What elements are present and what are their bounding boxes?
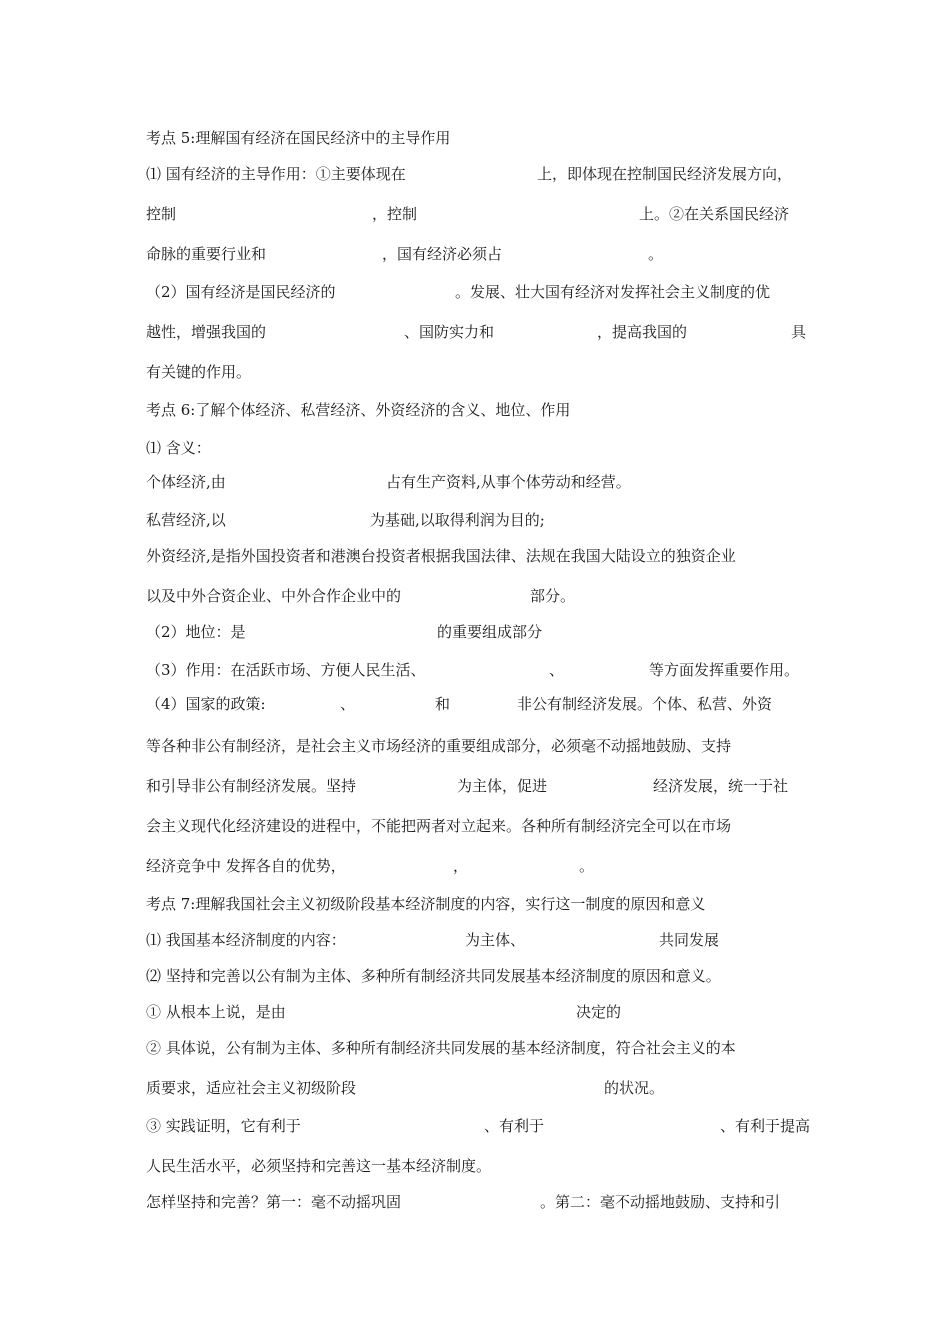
text-segment: 考点 5:理解国有经济在国民经济中的主导作用 — [146, 129, 451, 147]
text-segment: 共同发展 — [659, 931, 720, 949]
line-8 — [0, 436, 950, 460]
text-segment: 的状况。 — [604, 1079, 665, 1097]
line-19 — [0, 854, 950, 878]
line-9 — [0, 470, 950, 494]
line-17 — [0, 774, 950, 798]
text-segment: 、 — [340, 695, 356, 713]
text-segment: 个体经济,由 — [146, 473, 226, 491]
text-segment: 经济竞争中 发挥各自的优势， — [146, 857, 346, 875]
line-12 — [0, 584, 950, 608]
text-segment: 会主义现代化经济建设的进程中，不能把两者对立起来。各种所有制经济完全可以在市场 — [146, 817, 732, 835]
text-segment: 怎样坚持和完善？第一：毫不动摇巩固 — [146, 1193, 402, 1211]
text-segment: 为基础,以取得利润为目的; — [370, 511, 545, 529]
text-segment: 占有生产资料,从事个体劳动和经营。 — [386, 473, 631, 491]
text-segment: 命脉的重要行业和 — [146, 245, 267, 263]
text-segment: 考点 6:了解个体经济、私营经济、外资经济的含义、地位、作用 — [146, 401, 571, 419]
text-segment: （4）国家的政策: — [146, 695, 266, 713]
text-segment: 经济发展，统一于社 — [653, 777, 789, 795]
line-13 — [0, 620, 950, 644]
text-segment: 控制 — [146, 205, 177, 223]
line-2 — [0, 202, 950, 226]
text-segment: （2）地位：是 — [146, 623, 246, 641]
text-segment: 部分。 — [530, 587, 576, 605]
line-3 — [0, 242, 950, 266]
line-11 — [0, 544, 950, 568]
text-segment: 、国防实力和 — [404, 323, 495, 341]
line-14 — [0, 658, 950, 682]
text-segment: （2）国有经济是国民经济的 — [146, 283, 336, 301]
line-18 — [0, 814, 950, 838]
text-segment: ⑵ 坚持和完善以公有制为主体、多种所有制经济共同发展基本经济制度的原因和意义。 — [146, 967, 721, 985]
line-5 — [0, 320, 950, 344]
text-segment: ， — [453, 857, 469, 875]
line-1 — [0, 162, 950, 186]
text-segment: 外资经济,是指外国投资者和港澳台投资者根据我国法律、法规在我国大陆设立的独资企业 — [146, 547, 736, 565]
text-segment: 越性，增强我国的 — [146, 323, 267, 341]
text-segment: 、有利于提高 — [720, 1117, 811, 1135]
text-segment: 的重要组成部分 — [437, 623, 543, 641]
text-segment: ⑴ 国有经济的主导作用：①主要体现在 — [146, 165, 406, 183]
text-segment: 为主体，促进 — [457, 777, 548, 795]
line-28 — [0, 1190, 950, 1214]
line-24 — [0, 1036, 950, 1060]
text-segment: ① 从根本上说，是由 — [146, 1003, 286, 1021]
text-segment: 有关键的作用。 — [146, 363, 252, 381]
line-6 — [0, 360, 950, 384]
text-segment: 等各种非公有制经济，是社会主义市场经济的重要组成部分，必须毫不动摇地鼓励、支持 — [146, 737, 732, 755]
text-segment: 以及中外合资企业、中外合作企业中的 — [146, 587, 402, 605]
text-segment: 、有利于 — [484, 1117, 545, 1135]
text-segment: 。发展、壮大国有经济对发挥社会主义制度的优 — [455, 283, 771, 301]
line-23 — [0, 1000, 950, 1024]
line-27 — [0, 1154, 950, 1178]
text-segment: （3）作用：在活跃市场、方便人民生活、 — [146, 661, 426, 679]
text-segment: 。 — [648, 245, 664, 263]
heading-kaodian-6 — [0, 398, 950, 422]
text-segment: 上。②在关系国民经济 — [639, 205, 790, 223]
text-segment: ，控制 — [372, 205, 418, 223]
text-segment: 为主体、 — [465, 931, 526, 949]
text-segment: 。 — [579, 857, 595, 875]
text-segment: ② 具体说，公有制为主体、多种所有制经济共同发展的基本经济制度，符合社会主义的本 — [146, 1039, 736, 1057]
text-segment: 非公有制经济发展。个体、私营、外资 — [517, 695, 773, 713]
text-segment: 、 — [549, 661, 565, 679]
text-segment: ③ 实践证明，它有利于 — [146, 1117, 301, 1135]
text-segment: 和 — [435, 695, 451, 713]
line-16 — [0, 734, 950, 758]
text-segment: 考点 7:理解我国社会主义初级阶段基本经济制度的内容，实行这一制度的原因和意义 — [146, 895, 706, 913]
text-segment: ，国有经济必须占 — [382, 245, 503, 263]
text-segment: ⑴ 我国基本经济制度的内容： — [146, 931, 346, 949]
line-15 — [0, 692, 950, 716]
line-22 — [0, 964, 950, 988]
heading-kaodian-5 — [0, 126, 950, 150]
text-segment: 具 — [791, 323, 807, 341]
heading-kaodian-7 — [0, 892, 950, 916]
text-segment: 和引导非公有制经济发展。坚持 — [146, 777, 357, 795]
text-segment: 人民生活水平，必须坚持和完善这一基本经济制度。 — [146, 1157, 492, 1175]
text-segment: 决定的 — [576, 1003, 622, 1021]
line-10 — [0, 508, 950, 532]
line-26 — [0, 1114, 950, 1138]
text-segment: ⑴ 含义： — [146, 439, 211, 457]
text-segment: 。第二：毫不动摇地鼓励、支持和引 — [540, 1193, 781, 1211]
text-segment: 上，即体现在控制国民经济发展方向， — [537, 165, 793, 183]
line-25 — [0, 1076, 950, 1100]
text-segment: 私营经济,以 — [146, 511, 226, 529]
text-segment: 质要求，适应社会主义初级阶段 — [146, 1079, 357, 1097]
text-segment: ，提高我国的 — [597, 323, 688, 341]
line-4 — [0, 280, 950, 304]
line-21 — [0, 928, 950, 952]
text-segment: 等方面发挥重要作用。 — [649, 661, 800, 679]
